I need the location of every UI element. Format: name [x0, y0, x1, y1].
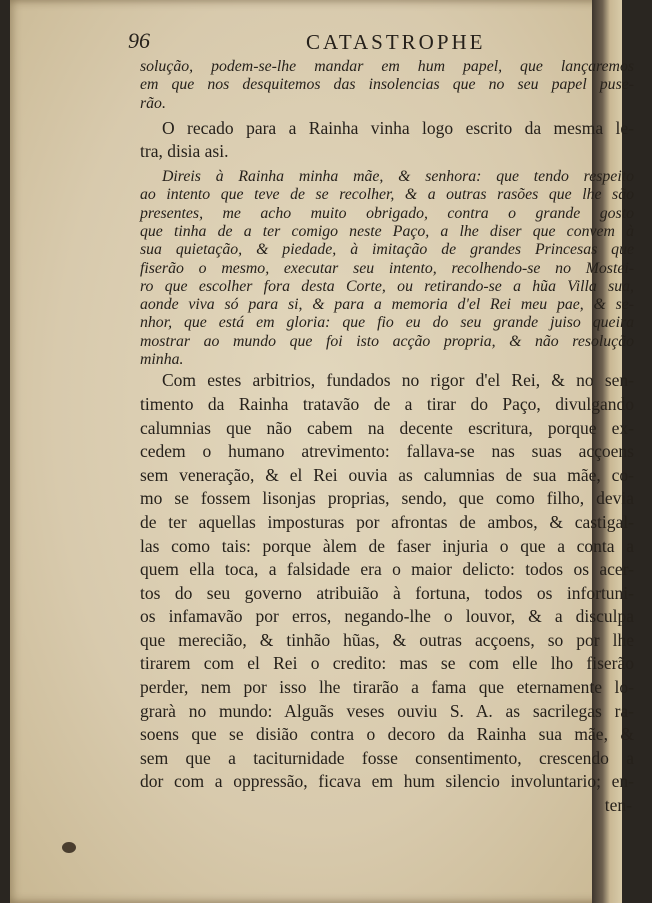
text-line: soens que se disião contra o decoro da Rainha sua mãe, &: [140, 724, 634, 745]
text-line: fiserão o mesmo, executar seu intento, recolhendo-se no Mostei-: [140, 259, 634, 277]
continuation-italic: [140, 58, 634, 113]
text-line: sem veneração, & el Rei ouvia as calumnias de sua mãe, co-: [140, 464, 634, 485]
text-line: ro que escolher fora desta Corte, ou retirando-se a hũa Villa sua,: [140, 277, 634, 295]
page-number: 96: [128, 28, 150, 53]
text-line: rão.: [140, 94, 166, 112]
catchword: ten-: [604, 795, 632, 816]
text-line: las como tais: porque àlem de faser injuria o que a conta a: [140, 535, 634, 556]
text-line: calumnias que não cabem na decente escritura, porque ex-: [140, 417, 634, 438]
text-line: minha.: [140, 351, 184, 369]
text-line: dor com a oppressão, ficava em hum silencio involuntario; en-: [140, 771, 634, 792]
text-line: que tinha de a ter comigo neste Paço, a lhe diser que convem à: [140, 222, 634, 240]
text-line: presentes, me acho muito obrigado, contra o grande gosto: [140, 204, 634, 222]
body-paragraph: [140, 369, 634, 794]
text-line: tirarem com el Rei o credito: mas se com elle lho fiserão: [140, 653, 634, 674]
text-line: nhor, que está em gloria: que fio eu do seu grande juiso queira: [140, 314, 634, 332]
intro-paragraph: [140, 117, 634, 164]
text-line: Com estes arbitrios, fundados no rigor d'el Rei, & no sen-: [162, 370, 634, 391]
text-line: perder, nem por isso lhe tirarão a fama que eternamente lo-: [140, 677, 634, 698]
letter-italic: [140, 168, 634, 369]
text-line: timento da Rainha tratavão de a tirar do Paço, divulgando: [140, 393, 634, 414]
text-line: grarà no mundo: Alguãs veses ouviu S. A. as sacrilegas ra-: [140, 700, 634, 721]
text-line: em que nos desquitemos das insolencias que no seu papel puse-: [140, 76, 634, 94]
text-line: mo se fossem lisonjas proprias, sendo, que como filho, devia: [140, 488, 634, 509]
page-header: [128, 28, 628, 54]
text-line: sem que a taciturnidade fosse consentimento, crescendo a: [140, 747, 634, 768]
text-line: solução, podem-se-lhe mandar em hum papel, que lançaremos: [140, 58, 634, 75]
text-line: cedem o humano atrevimento: fallava-se nas suas acçoens: [140, 441, 634, 462]
running-title: CATASTROPHE: [306, 30, 486, 54]
text-line: os infamavão por erros, negando-lhe o louvor, & a disculpa: [140, 606, 634, 627]
text-line: sua quietação, & piedade, à imitação de grandes Princesas que: [140, 241, 634, 259]
text-line: quem ella toca, a falsidade era o maior delicto: todos os acer-: [140, 559, 634, 580]
ink-blot: [62, 842, 76, 853]
text-line: ao intento que teve de se recolher, & a outras rasões que lhe são: [140, 186, 634, 204]
text-line: tos do seu governo atribuião à fortuna, todos os infortuni-: [140, 582, 634, 603]
text-line: mostrar ao mundo que foi isto acção propria, & não resolução: [140, 332, 634, 350]
text-line: Direis à Rainha minha mãe, & senhora: que tendo respeito: [162, 168, 634, 186]
text-line: tra, disia asi.: [140, 141, 229, 162]
text-line: de ter aquellas imposturas por afrontas de ambos, & castigal-: [140, 511, 634, 532]
text-block: [140, 58, 634, 818]
text-line: aonde viva só para si, & para a memoria d'el Rei meu pae, & se-: [140, 296, 634, 314]
book-page: [10, 0, 634, 903]
text-line: que merecião, & tinhão hũas, & outras acçoens, so por lhe: [140, 629, 634, 650]
text-line: O recado para a Rainha vinha logo escrito da mesma le-: [162, 117, 634, 138]
